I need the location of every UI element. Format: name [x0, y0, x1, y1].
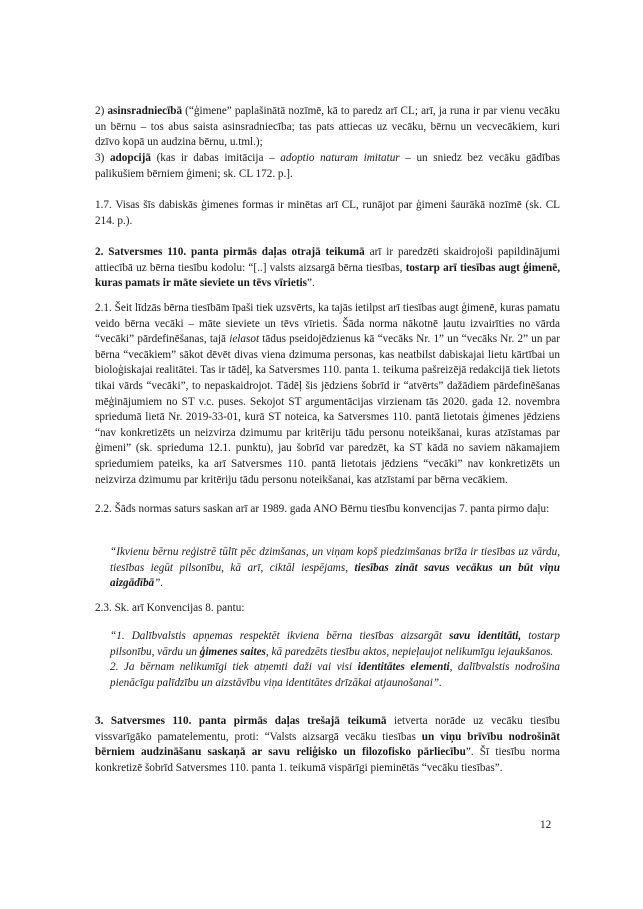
paragraph-text: tādus pseidojēdzienus kā “vecāks Nr. 1” un “vecāks Nr. 2” un par bērna “vecākiem” sākot dēvēt divas viena dzimuma personas, kas neatbilst dabiskajai lietu kārtībai un bioloģiskajai realitātei. Tas ir tādēļ, ka Satversmes 110. panta 1. teikuma pašreizējā redakcijā tiek lietots tikai vārds “vecāki”, to nepaskaidrojot. Tādēļ šis jēdziens šobrīd ir “atvērts” dažādiem pārdefinēšanas mēģinājumiem no ST v.c. puses. Sekojot ST argumentācijas virzienam tās 2020. gada 12. novembra spriedumā lietā Nr. 2019-33-01, kurā ST noteica, ka Satversmes 110. pantā lietotais ģimenes jēdziens “nav konkretizēts un neizvirza dzimumu par kritēriju tādu personu noteikšanai, kuras atzīstamas par ģimeni” (sk. sprieduma 12.1. punktu), jau šobrīd var paredzēt, ka ST kādā no saviem nākamajiem spriedumiem pateiks, ka arī Satversmes 110. pantā lietotais jēdziens “vecāki” nav konkretizēts un neizvirza dzimumu par kritēriju tādu personu noteikšanai, kas atzīstami par bērna vecākiem.	[95, 333, 560, 486]
quote-bold: ģimenes saites	[199, 645, 266, 658]
paragraph-text: (kas ir dabas imitācija –	[150, 152, 281, 164]
heading-bold: 3. Satversmes 110. panta pirmās daļas trešajā teikumā	[95, 715, 387, 727]
paragraph-2	[95, 245, 560, 292]
paragraph-text: – un sniedz bez vecāku gādības palikušiem bērniem ģimeni; sk. CL 172. p.].	[95, 152, 561, 180]
item-number: 3)	[95, 152, 110, 164]
paragraph-text: arī ir paredzēti skaidrojoši papildinājumi attiecībā uz bērna tiesību kodolu: “[..] valsts aizsargā bērna tiesības,	[95, 246, 560, 274]
paragraph-1-7: 1.7. Visas šīs dabiskās ģimenes formas ir minētas arī CL, runājot par ģimeni šaurākā nozīmē (sk. CL 214. p.).	[95, 199, 560, 227]
quote-item-1: “1. Dalībvalstis apņemas respektēt ikviena bērna tiesības aizsargāt savu identitāti, tostarp pilsonību, vārdu un ģimenes saites, kā paredzēts tiesību aktos, nepieļaujot nelikumīgu iejaukšanos.	[110, 630, 560, 658]
paragraph-2-3: 2.3. Sk. arī Konvencijas 8. pantu:	[95, 602, 245, 614]
quote-article-8	[110, 629, 560, 691]
paragraph-adopcija	[95, 151, 560, 182]
paragraph-asinsradnieciba	[95, 104, 560, 151]
paragraph-text: ”.	[307, 277, 315, 290]
paragraph-text: ”. Šī tiesību norma konkretizē šobrīd Satversmes 110. panta 1. teikumā vispārīgi pieminētās “vecāku tiesības”.	[95, 746, 560, 774]
term-bold: adopcijā	[109, 152, 151, 164]
italic-word: ielasot	[229, 333, 260, 346]
quote-end: ”.	[154, 577, 164, 590]
quote-bold: identitātes elementi	[357, 661, 450, 674]
item-number: 2)	[95, 105, 108, 117]
paragraph-text: ietverta norāde uz vecāku tiesību vissvarīgāko pamatelementu, proti: “Valsts aizsargā vecāku tiesības	[95, 715, 560, 743]
emphasis-bold: tostarp arī tiesības augt ģimenē, kuras pamats ir māte sieviete un tēvs vīrietis	[95, 261, 560, 290]
paragraph-text: 2.1. Šeit līdzās bērna tiesībām īpaši tiek uzsvērts, ka tajās ietilpst arī tiesības augt ģimenē, kuras pamatu veido bērna vecāki – māte sieviete un tēvs vīrietis. Šāda norma nākotnē ļautu izvairīties no vārda “vecāki” pārdefinēšanas, tajā	[95, 302, 560, 346]
page-number: 12	[540, 819, 552, 831]
emphasis-bold: un viņu brīvību nodrošināt bērniem audzināšanu saskaņā ar savu reliģisko un filozofisko pārliecību	[95, 730, 560, 759]
quote-text: “Ikvienu bērnu reģistrē tūlīt pēc dzimšanas, un viņam kopš piedzimšanas brīža ir tiesības uz vārdu, tiesības iegūt pilsonību, kā arī, ciktāl iespējams,	[110, 546, 560, 574]
quote-bold: tiesības zināt savus vecākus un būt viņu aizgādībā	[110, 561, 560, 590]
paragraph-2-2: 2.2. Šāds normas saturs saskan arī ar 1989. gada ANO Bērnu tiesību konvencijas 7. panta pirmo daļu:	[95, 503, 550, 515]
quote-article-7	[110, 545, 560, 592]
paragraph-2-1	[95, 301, 560, 488]
term-bold: asinsradniecībā	[107, 105, 183, 117]
quote-bold: savu identitāti,	[449, 630, 522, 642]
quote-item-2: 2. Ja bērnam nelikumīgi tiek atņemti daži vai visi identitātes elementi, dalībvalstis nodrošina pienācīgu palīdzību un aizstāvību viņa identitātes drīzākai atjaunošanai”.	[110, 661, 560, 689]
heading-bold: 2. Satversmes 110. panta pirmās daļas otrajā teikumā	[95, 246, 365, 258]
paragraph-text: (“ģimene” paplašinātā nozīmē, kā to paredz arī CL; arī, ja runa ir par vienu vecāku un bērnu – tos abus saista asinsradniecība; tas pats attiecas uz vecāku, bērnu un vecvecākiem, kuri dzīvo kopā un audzina bērnu, u.tml.);	[95, 105, 561, 149]
latin-phrase: adoptio naturam imitatur	[280, 152, 400, 164]
paragraph-3	[95, 714, 560, 776]
